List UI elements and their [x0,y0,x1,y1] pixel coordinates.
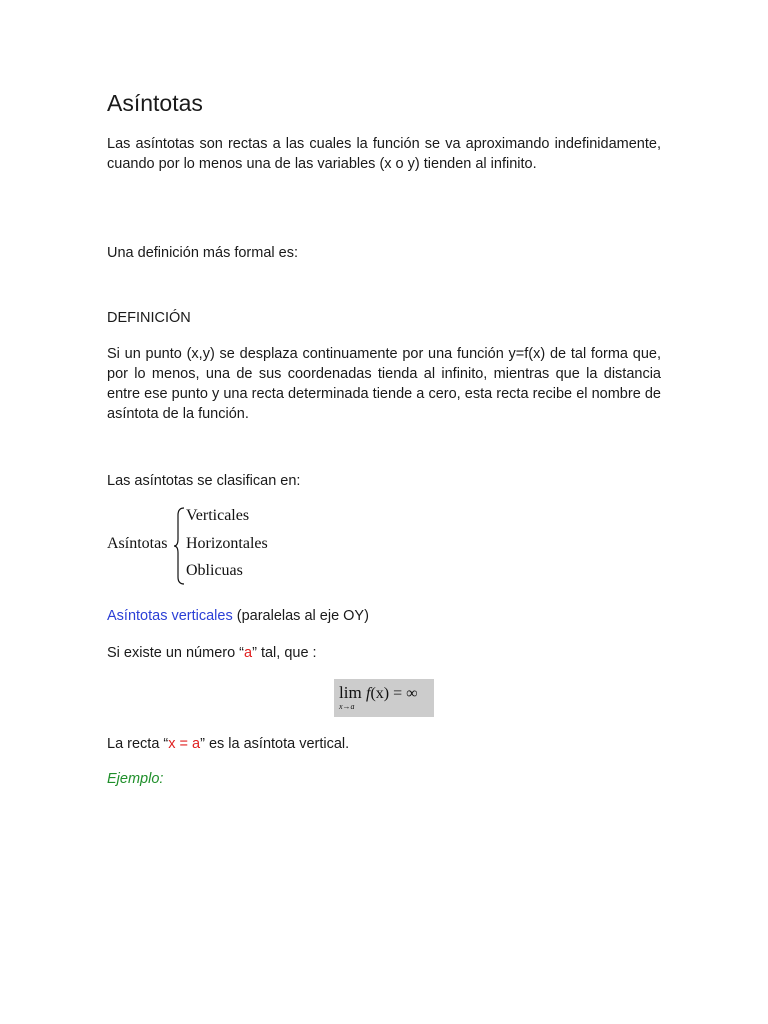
conclusion-prefix: La recta “ [107,736,169,752]
vertical-asymptotes-heading [107,606,369,626]
example-label: Ejemplo: [107,771,164,787]
classification-item-horizontales: Horizontales [186,535,268,552]
exists-prefix: Si existe un número “ [107,645,245,661]
exists-suffix: ” tal, que : [252,645,317,661]
formula-lim: lim [339,683,362,702]
curly-brace-icon [173,507,185,585]
vertical-asymptotes-note: (paralelas al eje OY) [232,608,369,624]
formal-definition-lead: Una definición más formal es: [107,245,298,261]
formula-function: f [366,685,371,702]
definition-paragraph: Si un punto (x,y) se desplaza continuamente por una función y=f(x) de tal forma que, por lo menos, una de sus coordenadas tienda al infinito, mientras que la distancia entre ese punto y una recta determinada tiende a cero, esta recta recibe el nombre de asíntota de la función. [107,346,661,422]
formula-argument: (x) = ∞ [370,685,418,702]
classification-item-verticales: Verticales [186,507,250,524]
definition-heading: DEFINICIÓN [107,310,191,326]
classification-lead: Las asíntotas se clasifican en: [107,473,301,489]
exists-variable: a [244,645,253,661]
limit-formula [334,679,434,717]
vertical-asymptotes-title: Asíntotas verticales [107,608,233,624]
exists-condition-line [107,643,317,663]
conclusion-equation: x = a [168,736,201,752]
intro-paragraph: Las asíntotas son rectas a las cuales la función se va aproximando indefinidamente, cuando por lo menos una de las variables (x o y) tienden al infinito. [107,136,661,172]
classification-diagram [107,505,307,587]
page-title: Asíntotas [107,90,203,116]
classification-item-oblicuas: Oblicuas [186,562,243,579]
conclusion-line [107,734,349,754]
classification-label: Asíntotas [107,535,168,552]
formula-expression [366,685,418,703]
formula-subscript: x→a [339,702,355,711]
conclusion-suffix: ” es la asíntota vertical. [200,736,350,752]
